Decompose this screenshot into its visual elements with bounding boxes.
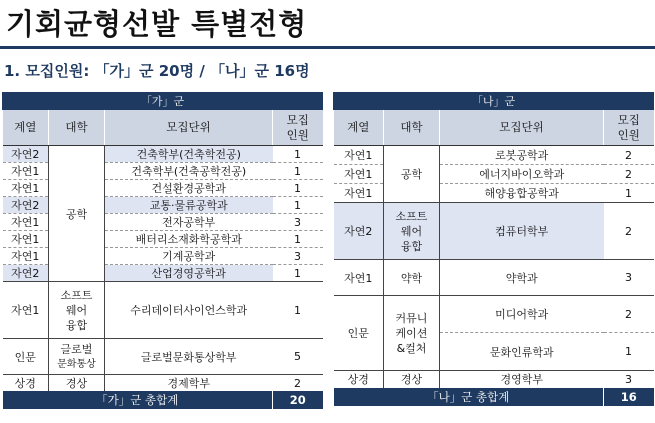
table-row: [334, 296, 654, 333]
college-line: 소프트: [395, 209, 428, 223]
page-title: 기회균형선발 특별전형: [6, 7, 308, 41]
track-cell: 자연1: [334, 146, 384, 165]
college-line: 커뮤니: [395, 311, 428, 325]
college-line: 소프트: [60, 288, 93, 302]
unit-cell: 문화인류학과: [440, 333, 604, 371]
unit-cell: 에너지바이오학과: [440, 165, 604, 184]
track-cell: 인문: [3, 339, 49, 375]
college-cell: 약학: [384, 260, 440, 296]
header-college: 대학: [384, 110, 440, 146]
table-row: [3, 146, 323, 163]
unit-cell: 약학과: [440, 260, 604, 296]
table-row: [334, 165, 654, 184]
unit-cell: 배터리소재화학공학과: [105, 231, 273, 248]
count-cell: 1: [273, 146, 323, 163]
count-cell: 3: [273, 214, 323, 231]
unit-cell: 산업경영공학과: [105, 265, 273, 282]
college-line: 융합: [65, 318, 88, 332]
college-line: 케이션: [395, 326, 428, 340]
total-count: 16: [604, 388, 654, 406]
college-cell: [49, 282, 105, 339]
track-cell: 자연2: [3, 265, 49, 282]
college-line: 웨어: [400, 224, 423, 238]
header-unit: 모집단위: [440, 110, 604, 146]
unit-cell: 건설환경공학과: [105, 180, 273, 197]
count-cell: 3: [604, 260, 654, 296]
count-cell: 2: [604, 165, 654, 184]
track-cell: 자연1: [3, 180, 49, 197]
header-college: 대학: [49, 110, 105, 146]
na-group-label: 「나」군: [334, 93, 654, 110]
unit-cell: 기계공학과: [105, 248, 273, 265]
track-cell: 인문: [334, 296, 384, 371]
na-group-table: [333, 92, 654, 406]
college-cell: [384, 296, 440, 371]
unit-cell: 컴퓨터학부: [440, 203, 604, 260]
college-line: 글로벌: [60, 342, 93, 356]
table-row: [334, 260, 654, 296]
track-cell: 자연2: [3, 197, 49, 214]
count-cell: 5: [273, 339, 323, 375]
track-cell: 자연1: [334, 184, 384, 203]
ga-group-label: 「가」군: [3, 93, 323, 110]
count-cell: 2: [604, 296, 654, 333]
header-count: 모집 인원: [273, 110, 323, 146]
table-row: [334, 184, 654, 203]
header-track: 계열: [334, 110, 384, 146]
count-cell: 1: [273, 231, 323, 248]
section-heading: 1. 모집인원: 「가」군 20명 / 「나」군 16명: [4, 62, 310, 80]
unit-cell: 경영학부: [440, 371, 604, 388]
unit-cell: 건축학부(건축학전공): [105, 146, 273, 163]
table-row: [3, 375, 323, 392]
total-label: 「가」군 총합계: [3, 391, 273, 409]
count-cell: 1: [273, 282, 323, 339]
ga-group-table: [2, 92, 323, 409]
college-line: 융합: [400, 239, 423, 253]
college-line: 문화통상: [57, 358, 96, 370]
count-cell: 1: [273, 265, 323, 282]
count-cell: 1: [604, 184, 654, 203]
track-cell: 자연1: [3, 282, 49, 339]
track-cell: 자연1: [334, 260, 384, 296]
count-cell: 3: [273, 248, 323, 265]
unit-cell: 글로벌문화통상학부: [105, 339, 273, 375]
table-row: [334, 371, 654, 388]
count-cell: 2: [604, 146, 654, 165]
unit-cell: 미디어학과: [440, 296, 604, 333]
header-unit: 모집단위: [105, 110, 273, 146]
count-cell: 1: [273, 180, 323, 197]
college-cell: 공학: [49, 146, 105, 282]
unit-cell: 수리데이터사이언스학과: [105, 282, 273, 339]
table-row: [334, 203, 654, 260]
college-line: 웨어: [65, 303, 88, 317]
header-count: 모집 인원: [604, 110, 654, 146]
table-row: [3, 339, 323, 375]
table-row: [3, 282, 323, 339]
track-cell: 자연1: [334, 165, 384, 184]
unit-cell: 경제학부: [105, 375, 273, 392]
header-track: 계열: [3, 110, 49, 146]
college-line: &컬처: [396, 341, 427, 355]
count-cell: 1: [273, 197, 323, 214]
track-cell: 자연1: [3, 248, 49, 265]
total-label: 「나」군 총합계: [334, 388, 604, 406]
track-cell: 자연1: [3, 231, 49, 248]
college-cell: [49, 339, 105, 375]
unit-cell: 해양융합공학과: [440, 184, 604, 203]
count-cell: 2: [604, 203, 654, 260]
unit-cell: 건축학부(건축공학전공): [105, 163, 273, 180]
count-cell: 1: [604, 333, 654, 371]
unit-cell: 교통·물류공학과: [105, 197, 273, 214]
table-row: [334, 146, 654, 165]
total-count: 20: [273, 391, 323, 409]
track-cell: 자연1: [3, 163, 49, 180]
count-cell: 3: [625, 372, 632, 386]
count-cell: 2: [294, 376, 301, 390]
college-cell: 경상: [49, 375, 105, 392]
track-cell: 상경: [14, 377, 36, 390]
unit-cell: 전자공학부: [105, 214, 273, 231]
count-cell: 1: [273, 163, 323, 180]
track-cell: 자연1: [3, 214, 49, 231]
unit-cell: 로봇공학과: [440, 146, 604, 165]
college-cell: 경상: [384, 371, 440, 388]
college-cell: 공학: [384, 146, 440, 203]
track-cell: 상경: [347, 373, 369, 387]
title-divider: [0, 46, 655, 49]
track-cell: 자연2: [3, 146, 49, 163]
track-cell: 자연2: [334, 203, 384, 260]
college-cell: [384, 203, 440, 260]
